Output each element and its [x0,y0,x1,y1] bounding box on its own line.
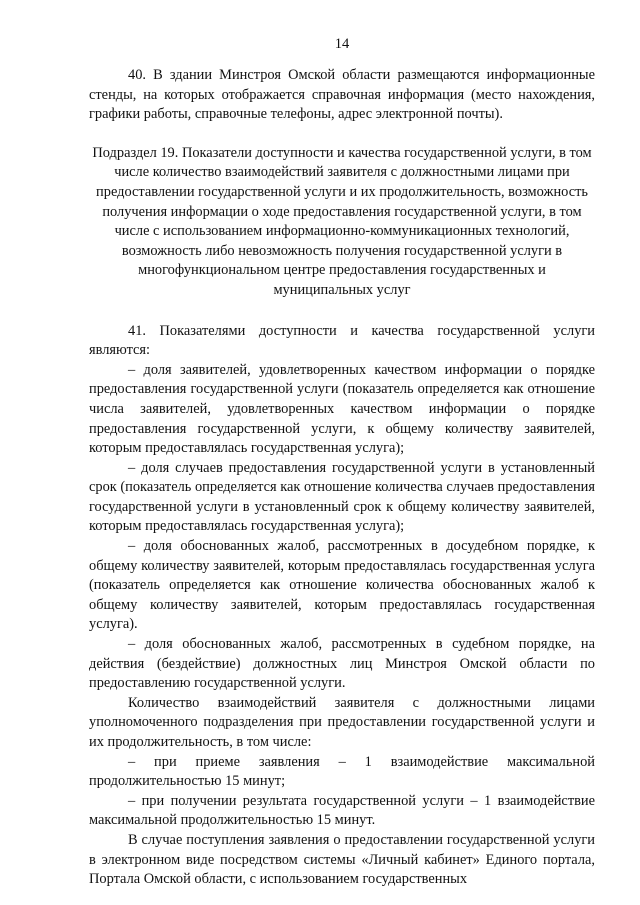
interaction-item-1: – при приеме заявления – 1 взаимодействие максимальной продолжительностью 15 минут; [89,753,595,790]
paragraph-40: 40. В здании Минстроя Омской области размещаются информационные стенды, на которых отображается справочная информация (место нахождения, графики работы, справочные телефоны, адрес электронной почты). [89,67,595,123]
paragraph-41: 41. Показателями доступности и качества государственной услуги являются: [89,322,595,359]
document-page [89,0,595,905]
electronic-submission-paragraph: В случае поступления заявления о предоставлении государственной услуги в электронном виде посредством системы «Личный кабинет» Единого портала, Портала Омской области, с использованием государственных [89,831,595,888]
interaction-item-2: – при получении результата государственной услуги – 1 взаимодействие максимальной продолжительностью 15 минут. [89,792,595,829]
indicator-item-2: – доля случаев предоставления государственной услуги в установленный срок (показатель определяется как отношение количества случаев предоставления государственной услуги в установленный срок к общему количеству заявителей, которым предоставлялась государственная услуга); [89,459,595,535]
indicator-item-3: – доля обоснованных жалоб, рассмотренных в досудебном порядке, к общему количеству заявителей, которым предоставлялась государственная услуга (показатель определяется как отношение количества обоснованных жалоб к общему количеству заявителей, которым предоставлялась государственная услуга). [89,538,595,633]
subsection-19-heading: Подраздел 19. Показатели доступности и качества государственной услуги, в том числе количество взаимодействий заявителя с должностными лицами при предоставлении государственной услуги и их продолжительность, возможность получения информации о ходе предоставления государственной услуги, в том числе с использованием информационно-коммуникационных технологий, возможность либо невозможность получения государственной услуги в многофункциональном центре предоставления государственных и муниципальных услуг [92,144,592,298]
document-body [89,66,595,890]
indicator-item-1: – доля заявителей, удовлетворенных качеством информации о порядке предоставления государственной услуги (показатель определяется как отношение числа заявителей, удовлетворенных качеством информации о порядке предоставления государственной услуги, к общему количеству заявителей, которым предоставлялась государственная услуга); [89,361,595,457]
page-number: 14 [334,36,350,52]
indicator-item-4: – доля обоснованных жалоб, рассмотренных в судебном порядке, на действия (бездействие) должностных лиц Минстроя Омской области по предоставлению государственной услуги. [89,636,595,692]
interactions-paragraph: Количество взаимодействий заявителя с должностными лицами уполномоченного подразделения при предоставлении государственной услуги и их продолжительность, в том числе: [89,694,595,750]
